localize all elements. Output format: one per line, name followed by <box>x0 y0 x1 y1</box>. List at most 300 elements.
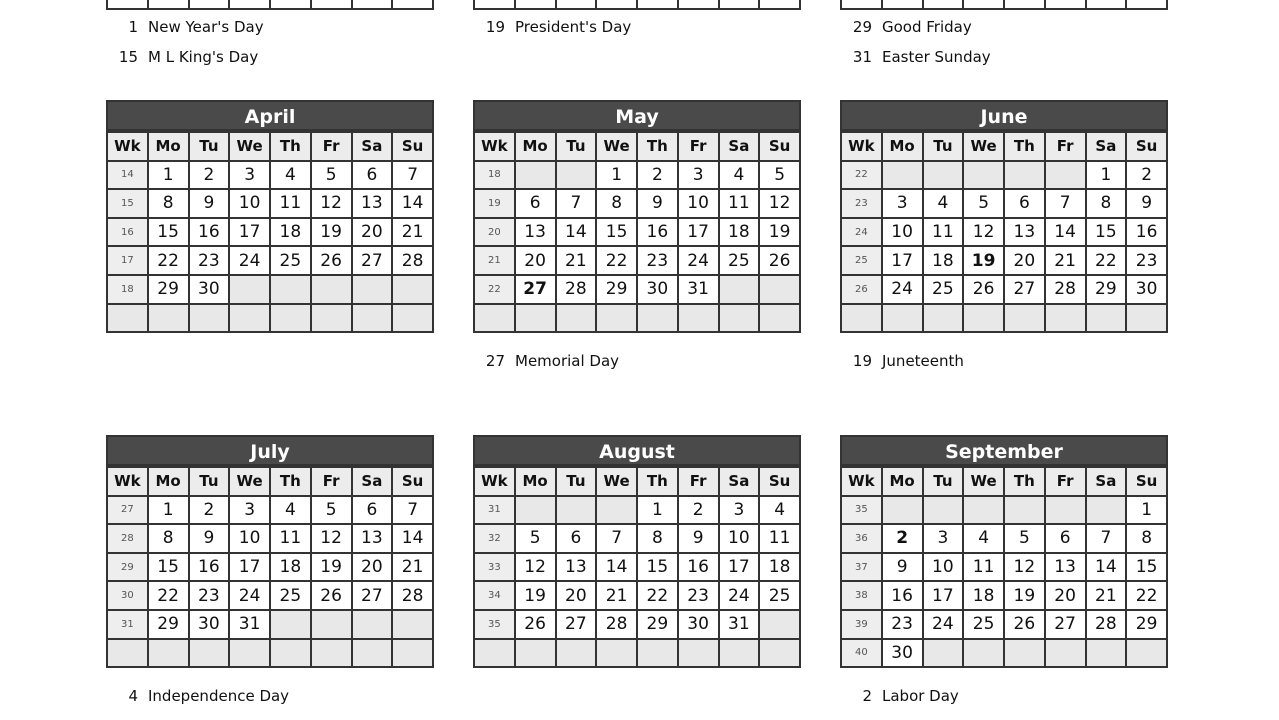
calendar-cell <box>882 0 923 9</box>
calendar-cell <box>841 0 882 9</box>
week-row <box>841 246 1167 275</box>
holiday-note <box>844 352 964 370</box>
day-cell: 21 <box>392 553 433 582</box>
day-cell: 9 <box>637 189 678 218</box>
weekday-header: Th <box>637 132 678 161</box>
day-cell: 14 <box>556 218 597 247</box>
week-number: 38 <box>841 581 882 610</box>
week-row <box>474 524 800 553</box>
day-cell: 7 <box>556 189 597 218</box>
day-cell: 26 <box>311 581 352 610</box>
weekday-header: Fr <box>311 467 352 496</box>
weekday-header: Tu <box>556 467 597 496</box>
day-cell: 21 <box>1045 246 1086 275</box>
day-cell: 6 <box>352 496 393 525</box>
day-cell: 20 <box>352 553 393 582</box>
empty-day-cell <box>759 275 800 304</box>
day-cell: 12 <box>311 524 352 553</box>
day-cell: 13 <box>556 553 597 582</box>
day-cell: 28 <box>392 246 433 275</box>
holiday-day: 15 <box>118 48 138 66</box>
empty-day-cell <box>1126 639 1167 668</box>
day-cell: 26 <box>963 275 1004 304</box>
holiday-name: M L King's Day <box>148 48 259 66</box>
empty-day-cell <box>556 161 597 190</box>
day-cell: 6 <box>515 189 556 218</box>
day-cell: 16 <box>882 581 923 610</box>
week-number: 24 <box>841 218 882 247</box>
day-cell: 13 <box>352 189 393 218</box>
empty-day-cell <box>719 639 760 668</box>
day-cell: 24 <box>923 610 964 639</box>
day-cell: 22 <box>596 246 637 275</box>
week-number: 37 <box>841 553 882 582</box>
empty-day-cell <box>352 275 393 304</box>
calendar-cell <box>596 0 637 9</box>
day-cell: 5 <box>515 524 556 553</box>
day-cell: 20 <box>1004 246 1045 275</box>
day-cell: 17 <box>229 553 270 582</box>
weekday-header: Fr <box>678 467 719 496</box>
week-number: 22 <box>841 161 882 190</box>
day-cell: 3 <box>229 496 270 525</box>
empty-day-cell <box>392 610 433 639</box>
weekday-header: Mo <box>882 467 923 496</box>
empty-day-cell <box>963 161 1004 190</box>
weekday-header: Th <box>270 132 311 161</box>
empty-day-cell <box>759 610 800 639</box>
calendar-cell <box>1004 0 1045 9</box>
empty-day-cell <box>311 610 352 639</box>
day-cell: 29 <box>148 275 189 304</box>
empty-day-cell <box>637 304 678 333</box>
day-cell: 28 <box>392 581 433 610</box>
day-cell: 6 <box>556 524 597 553</box>
day-cell: 1 <box>1086 161 1127 190</box>
day-cell: 23 <box>637 246 678 275</box>
weekday-header: We <box>596 467 637 496</box>
empty-day-cell <box>311 275 352 304</box>
week-number: 29 <box>107 553 148 582</box>
day-cell: 29 <box>596 275 637 304</box>
day-cell: 19 <box>759 218 800 247</box>
day-cell: 27 <box>556 610 597 639</box>
day-cell: 5 <box>1004 524 1045 553</box>
week-row <box>474 639 800 668</box>
holiday-day: 1 <box>128 18 138 36</box>
empty-day-cell <box>311 304 352 333</box>
week-number: 32 <box>474 524 515 553</box>
week-number <box>107 639 148 668</box>
week-number: 28 <box>107 524 148 553</box>
empty-day-cell <box>270 275 311 304</box>
day-cell: 3 <box>719 496 760 525</box>
empty-day-cell <box>556 496 597 525</box>
holiday-note <box>477 352 619 370</box>
day-cell: 4 <box>719 161 760 190</box>
empty-day-cell <box>148 639 189 668</box>
day-cell: 9 <box>1126 189 1167 218</box>
week-number <box>474 304 515 333</box>
empty-day-cell <box>963 496 1004 525</box>
day-cell: 21 <box>1086 581 1127 610</box>
day-cell: 11 <box>719 189 760 218</box>
week-number: 35 <box>474 610 515 639</box>
day-cell: 26 <box>1004 610 1045 639</box>
weekday-header: Wk <box>107 132 148 161</box>
week-number: 19 <box>474 189 515 218</box>
day-cell: 2 <box>637 161 678 190</box>
weekday-header: Fr <box>678 132 719 161</box>
month-calendar-may <box>473 100 801 333</box>
day-cell: 23 <box>678 581 719 610</box>
day-cell: 25 <box>963 610 1004 639</box>
day-cell: 24 <box>229 246 270 275</box>
empty-day-cell <box>759 304 800 333</box>
day-cell: 23 <box>189 581 230 610</box>
day-cell: 8 <box>1126 524 1167 553</box>
calendar-cell <box>107 0 148 9</box>
empty-day-cell <box>637 639 678 668</box>
weekday-header: Mo <box>148 467 189 496</box>
day-cell: 30 <box>882 639 923 668</box>
day-cell: 3 <box>678 161 719 190</box>
calendar-cell <box>556 0 597 9</box>
day-cell: 30 <box>189 275 230 304</box>
empty-day-cell <box>759 639 800 668</box>
week-number: 18 <box>474 161 515 190</box>
day-cell: 23 <box>1126 246 1167 275</box>
day-cell: 14 <box>1045 218 1086 247</box>
weekday-header: Wk <box>474 467 515 496</box>
empty-day-cell <box>556 304 597 333</box>
empty-day-cell <box>923 496 964 525</box>
day-cell: 22 <box>1126 581 1167 610</box>
week-row <box>474 581 800 610</box>
weekday-header: Mo <box>515 132 556 161</box>
day-cell: 18 <box>719 218 760 247</box>
weekday-header: Wk <box>474 132 515 161</box>
day-cell: 20 <box>1045 581 1086 610</box>
day-cell: 17 <box>719 553 760 582</box>
holiday-note <box>110 687 289 705</box>
day-cell: 2 <box>189 496 230 525</box>
day-cell: 16 <box>637 218 678 247</box>
day-cell: 8 <box>596 189 637 218</box>
week-row <box>107 275 433 304</box>
empty-day-cell <box>1004 304 1045 333</box>
day-cell: 3 <box>882 189 923 218</box>
holiday-note <box>110 48 258 66</box>
weekday-header: We <box>596 132 637 161</box>
week-row <box>841 275 1167 304</box>
week-number: 31 <box>107 610 148 639</box>
week-number: 25 <box>841 246 882 275</box>
partial-calendar-bottom <box>106 0 434 10</box>
day-cell: 2 <box>882 524 923 553</box>
weekday-header: Wk <box>841 132 882 161</box>
day-cell: 25 <box>719 246 760 275</box>
day-cell: 26 <box>515 610 556 639</box>
week-row <box>841 218 1167 247</box>
week-row <box>841 610 1167 639</box>
empty-day-cell <box>719 304 760 333</box>
empty-day-cell <box>882 304 923 333</box>
week-row <box>841 639 1167 668</box>
empty-day-cell <box>352 639 393 668</box>
week-number: 22 <box>474 275 515 304</box>
day-cell: 28 <box>1045 275 1086 304</box>
day-cell: 6 <box>352 161 393 190</box>
calendar-cell <box>229 0 270 9</box>
day-cell: 25 <box>270 581 311 610</box>
week-row <box>841 496 1167 525</box>
weekday-header: Su <box>1126 467 1167 496</box>
week-number: 20 <box>474 218 515 247</box>
day-cell: 5 <box>759 161 800 190</box>
day-cell: 18 <box>963 581 1004 610</box>
weekday-header: Th <box>1004 132 1045 161</box>
day-cell: 18 <box>923 246 964 275</box>
calendar-cell <box>1086 0 1127 9</box>
day-cell: 11 <box>270 524 311 553</box>
day-cell: 12 <box>311 189 352 218</box>
month-title: August <box>473 435 801 466</box>
empty-day-cell <box>963 304 1004 333</box>
day-cell: 31 <box>678 275 719 304</box>
day-cell: 13 <box>352 524 393 553</box>
day-cell: 9 <box>882 553 923 582</box>
month-calendar-july <box>106 435 434 668</box>
holiday-name: Memorial Day <box>515 352 620 370</box>
empty-day-cell <box>515 496 556 525</box>
day-cell: 9 <box>678 524 719 553</box>
day-cell: 1 <box>148 496 189 525</box>
day-cell: 1 <box>148 161 189 190</box>
day-cell: 29 <box>1126 610 1167 639</box>
holiday-note <box>110 18 264 36</box>
weekday-header: We <box>229 467 270 496</box>
day-cell: 13 <box>515 218 556 247</box>
empty-day-cell <box>963 639 1004 668</box>
week-row <box>107 553 433 582</box>
week-number: 36 <box>841 524 882 553</box>
month-calendar-june <box>840 100 1168 333</box>
weekday-header: Sa <box>1086 132 1127 161</box>
empty-day-cell <box>596 639 637 668</box>
week-row <box>841 189 1167 218</box>
week-row <box>107 189 433 218</box>
holiday-day: 4 <box>128 687 138 705</box>
day-cell: 16 <box>189 218 230 247</box>
weekday-header: Su <box>1126 132 1167 161</box>
day-cell: 1 <box>596 161 637 190</box>
day-cell: 14 <box>392 524 433 553</box>
week-row <box>107 496 433 525</box>
day-cell: 22 <box>1086 246 1127 275</box>
week-row <box>474 610 800 639</box>
day-cell: 1 <box>637 496 678 525</box>
empty-day-cell <box>229 304 270 333</box>
empty-day-cell <box>923 161 964 190</box>
day-cell: 19 <box>311 553 352 582</box>
day-cell: 20 <box>352 218 393 247</box>
weekday-header: Sa <box>1086 467 1127 496</box>
day-cell: 19 <box>515 581 556 610</box>
empty-day-cell <box>1004 161 1045 190</box>
weekday-header: Fr <box>311 132 352 161</box>
calendar-cell <box>311 0 352 9</box>
weekday-header: Tu <box>556 132 597 161</box>
day-cell: 16 <box>678 553 719 582</box>
empty-day-cell <box>392 639 433 668</box>
day-cell: 7 <box>596 524 637 553</box>
day-cell: 25 <box>923 275 964 304</box>
calendar-cell <box>352 0 393 9</box>
holiday-note <box>477 18 631 36</box>
day-cell: 10 <box>678 189 719 218</box>
day-cell: 26 <box>759 246 800 275</box>
holiday-name: Labor Day <box>882 687 959 705</box>
day-cell: 11 <box>963 553 1004 582</box>
week-number: 23 <box>841 189 882 218</box>
week-row <box>841 581 1167 610</box>
empty-day-cell <box>596 496 637 525</box>
weekday-header: Sa <box>352 132 393 161</box>
day-cell: 8 <box>148 189 189 218</box>
holiday-note <box>844 48 991 66</box>
day-cell: 21 <box>392 218 433 247</box>
week-row <box>107 639 433 668</box>
week-row <box>107 246 433 275</box>
empty-day-cell <box>270 610 311 639</box>
empty-day-cell <box>352 610 393 639</box>
empty-day-cell <box>189 304 230 333</box>
empty-day-cell <box>678 304 719 333</box>
holiday-name: New Year's Day <box>148 18 264 36</box>
day-cell: 24 <box>678 246 719 275</box>
week-number: 27 <box>107 496 148 525</box>
month-title: June <box>840 100 1168 131</box>
weekday-header: Th <box>1004 467 1045 496</box>
day-cell: 29 <box>637 610 678 639</box>
weekday-header: Wk <box>841 467 882 496</box>
holiday-name: Easter Sunday <box>882 48 991 66</box>
week-number: 30 <box>107 581 148 610</box>
empty-day-cell <box>1086 496 1127 525</box>
weekday-header: Mo <box>148 132 189 161</box>
week-number: 18 <box>107 275 148 304</box>
month-calendar-august <box>473 435 801 668</box>
calendar-cell <box>1045 0 1086 9</box>
day-cell: 31 <box>719 610 760 639</box>
day-cell: 8 <box>1086 189 1127 218</box>
day-cell: 10 <box>229 524 270 553</box>
weekday-header: Tu <box>923 132 964 161</box>
weekday-header: We <box>963 467 1004 496</box>
empty-day-cell <box>392 275 433 304</box>
month-title: April <box>106 100 434 131</box>
calendar-cell <box>963 0 1004 9</box>
day-cell: 22 <box>148 581 189 610</box>
week-number: 26 <box>841 275 882 304</box>
day-cell: 10 <box>923 553 964 582</box>
week-number <box>841 304 882 333</box>
day-cell: 22 <box>148 246 189 275</box>
holiday-name: Juneteenth <box>882 352 964 370</box>
weekday-header: Su <box>392 132 433 161</box>
day-cell: 13 <box>1045 553 1086 582</box>
week-row <box>474 275 800 304</box>
day-cell: 11 <box>923 218 964 247</box>
week-row <box>841 161 1167 190</box>
day-cell: 7 <box>1086 524 1127 553</box>
week-number: 39 <box>841 610 882 639</box>
calendar-cell <box>678 0 719 9</box>
weekday-header: Tu <box>189 132 230 161</box>
empty-day-cell <box>1086 304 1127 333</box>
day-cell: 15 <box>1086 218 1127 247</box>
day-cell: 29 <box>1086 275 1127 304</box>
week-number <box>107 304 148 333</box>
day-cell: 18 <box>759 553 800 582</box>
day-cell: 24 <box>719 581 760 610</box>
day-cell: 24 <box>882 275 923 304</box>
weekday-header: Fr <box>1045 132 1086 161</box>
weekday-header: We <box>963 132 1004 161</box>
day-cell: 21 <box>596 581 637 610</box>
weekday-header: Su <box>759 467 800 496</box>
month-calendar-april <box>106 100 434 333</box>
empty-day-cell <box>1045 161 1086 190</box>
calendar-cell <box>515 0 556 9</box>
week-row <box>474 553 800 582</box>
empty-day-cell <box>1004 639 1045 668</box>
empty-day-cell <box>1045 496 1086 525</box>
day-cell: 26 <box>311 246 352 275</box>
day-cell: 28 <box>1086 610 1127 639</box>
empty-day-cell <box>515 304 556 333</box>
day-cell: 21 <box>556 246 597 275</box>
empty-day-cell <box>515 639 556 668</box>
weekday-header: Th <box>270 467 311 496</box>
holiday-name: Good Friday <box>882 18 972 36</box>
holiday-day: 29 <box>852 18 872 36</box>
week-number <box>474 639 515 668</box>
empty-day-cell <box>1045 639 1086 668</box>
empty-day-cell <box>229 639 270 668</box>
month-title: July <box>106 435 434 466</box>
empty-day-cell <box>148 304 189 333</box>
day-cell: 6 <box>1045 524 1086 553</box>
day-cell: 7 <box>1045 189 1086 218</box>
calendar-cell <box>759 0 800 9</box>
day-cell: 14 <box>392 189 433 218</box>
holiday-day: 27 <box>485 352 505 370</box>
day-cell: 11 <box>270 189 311 218</box>
empty-day-cell <box>923 639 964 668</box>
weekday-header: Sa <box>352 467 393 496</box>
week-row <box>107 304 433 333</box>
day-cell: 27 <box>352 246 393 275</box>
day-cell: 4 <box>270 496 311 525</box>
holiday-day: 19 <box>852 352 872 370</box>
weekday-header: Sa <box>719 467 760 496</box>
day-cell: 8 <box>637 524 678 553</box>
weekday-header: Su <box>392 467 433 496</box>
day-cell: 28 <box>556 275 597 304</box>
day-cell: 6 <box>1004 189 1045 218</box>
